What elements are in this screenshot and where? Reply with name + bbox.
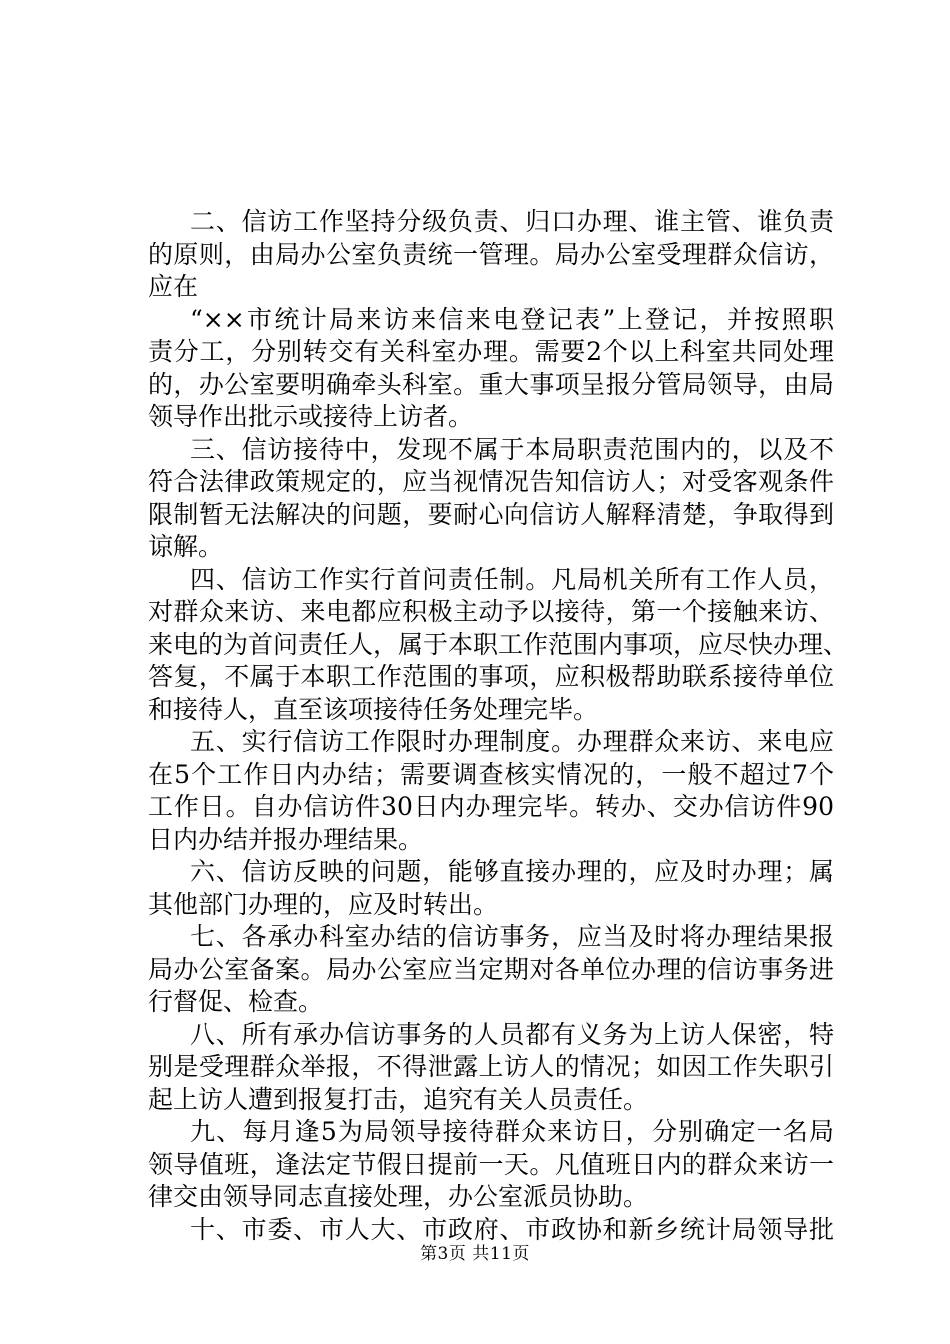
paragraph-line: 应在 xyxy=(148,272,199,301)
paragraph-line: 局办公室备案。局办公室应当定期对各单位办理的信访事务进 xyxy=(148,954,834,984)
paragraph-line: “××市统计局来访来信来电登记表”上登记，并按照职 xyxy=(190,304,834,334)
paragraph-line: 律交由领导同志直接处理，办公室派员协助。 xyxy=(148,1182,649,1211)
paragraph-line: 来电的为首问责任人，属于本职工作范围内事项，应尽快办理、 xyxy=(148,629,849,659)
paragraph-line: 谅解。 xyxy=(148,532,224,561)
paragraph-line: 工作日。自办信访件30日内办理完毕。转办、交办信访件90 xyxy=(148,792,834,821)
page-number-footer: 第3页 共11页 xyxy=(420,1244,530,1264)
paragraph-line: 九、每月逢5为局领导接待群众来访日，分别确定一名局 xyxy=(190,1117,834,1146)
paragraph-line: 行督促、检查。 xyxy=(148,987,324,1016)
paragraph-line: 在5个工作日内办结；需要调查核实情况的，一般不超过7个 xyxy=(148,759,834,789)
paragraph-line: 责分工，分别转交有关科室办理。需要2个以上科室共同处理 xyxy=(148,337,834,366)
paragraph-line: 十、市委、市人大、市政府、市政协和新乡统计局领导批 xyxy=(190,1214,834,1244)
paragraph-line: 限制暂无法解决的问题，要耐心向信访人解释清楚，争取得到 xyxy=(148,499,834,529)
paragraph-line: 其他部门办理的，应及时转出。 xyxy=(148,889,499,919)
paragraph-line: 的，办公室要明确牵头科室。重大事项呈报分管局领导，由局 xyxy=(148,369,834,399)
paragraph-line: 三、信访接待中，发现不属于本局职责范围内的，以及不 xyxy=(190,434,834,464)
paragraph-line: 起上访人遭到报复打击，追究有关人员责任。 xyxy=(148,1084,649,1114)
paragraph-line: 别是受理群众举报，不得泄露上访人的情况；如因工作失职引 xyxy=(148,1052,834,1081)
paragraph-line: 日内办结并报办理结果。 xyxy=(148,824,424,854)
paragraph-line: 四、信访工作实行首问责任制。凡局机关所有工作人员， xyxy=(190,564,834,594)
paragraph-line: 的原则，由局办公室负责统一管理。局办公室受理群众信访， xyxy=(148,239,834,269)
paragraph-line: 二、信访工作坚持分级负责、归口办理、谁主管、谁负责 xyxy=(190,207,834,236)
paragraph-line: 五、实行信访工作限时办理制度。办理群众来访、来电应 xyxy=(190,727,834,756)
paragraph-line: 领导值班，逢法定节假日提前一天。凡值班日内的群众来访一 xyxy=(148,1149,834,1179)
paragraph-line: 八、所有承办信访事务的人员都有义务为上访人保密，特 xyxy=(190,1019,834,1049)
paragraph-line: 六、信访反映的问题，能够直接办理的，应及时办理；属 xyxy=(190,857,834,886)
paragraph-line: 对群众来访、来电都应积极主动予以接待，第一个接触来访、 xyxy=(148,597,834,626)
paragraph-line: 和接待人，直至该项接待任务处理完毕。 xyxy=(148,694,599,724)
paragraph-line: 领导作出批示或接待上访者。 xyxy=(148,402,474,431)
paragraph-line: 七、各承办科室办结的信访事务，应当及时将办理结果报 xyxy=(190,922,834,951)
document-body xyxy=(148,206,849,1246)
paragraph-line: 答复，不属于本职工作范围的事项，应积极帮助联系接待单位 xyxy=(148,662,834,691)
paragraph-line: 符合法律政策规定的，应当视情况告知信访人；对受客观条件 xyxy=(148,467,834,496)
